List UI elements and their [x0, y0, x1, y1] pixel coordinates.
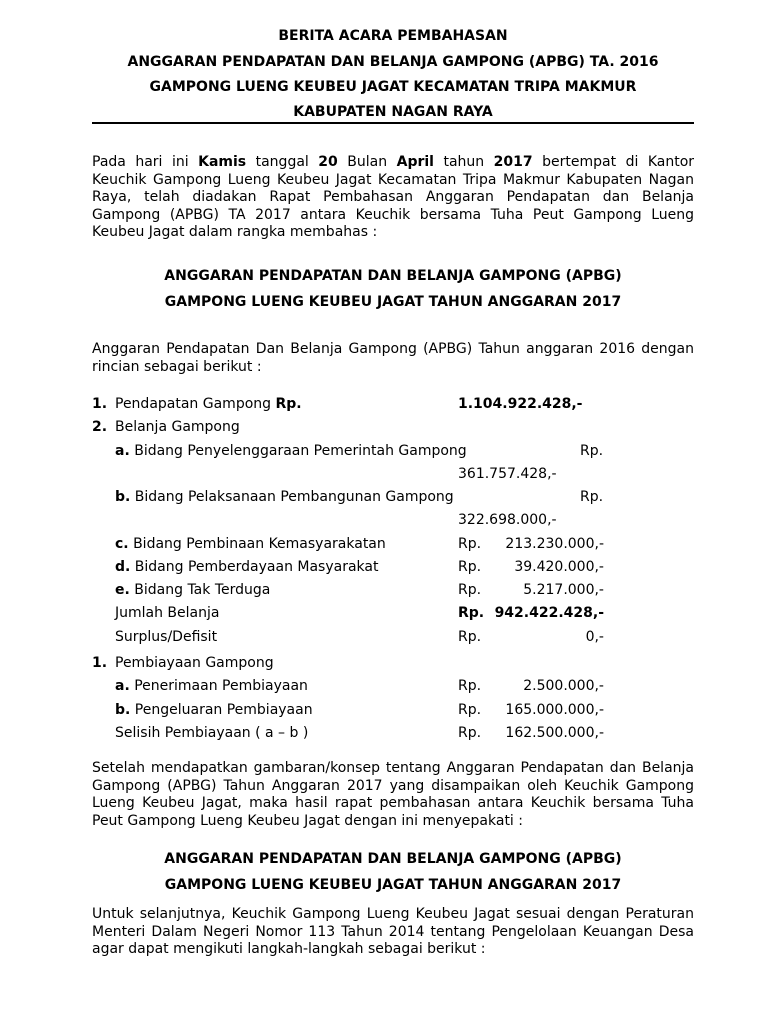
pembiayaan-label: Pembiayaan Gampong — [115, 655, 274, 671]
item-letter: c. — [115, 536, 129, 552]
item-amount: 213.230.000,- — [505, 536, 604, 552]
item-label: Bidang Tak Terduga — [134, 582, 271, 598]
currency-label: Rp. — [275, 396, 302, 412]
intro-day: Kamis — [198, 154, 247, 170]
intro-year: 2017 — [493, 154, 533, 170]
title-underline — [92, 122, 694, 124]
intro-paragraph — [92, 154, 694, 242]
intro-date: 20 — [318, 154, 338, 170]
jumlah-label: Jumlah Belanja — [115, 605, 220, 621]
budget-row-surplus — [92, 627, 694, 647]
surplus-label: Surplus/Defisit — [115, 629, 218, 645]
pendapatan-amount: 1.104.922.428,- — [458, 396, 583, 412]
intro-month: April — [396, 154, 434, 170]
setelah-paragraph — [92, 760, 694, 830]
intro-line5: Keubeu Jagat dalam rangka membahas : — [92, 224, 378, 240]
item-amount: 2.500.000,- — [523, 678, 604, 694]
rincian-line2: rincian sebagai berikut : — [92, 358, 262, 375]
section-heading-2-line1: ANGGARAN PENDAPATAN DAN BELANJA GAMPONG (APBG) — [164, 851, 622, 867]
item-letter: d. — [115, 559, 131, 575]
document-page — [92, 0, 694, 1024]
budget-row-penerimaan — [92, 676, 694, 696]
item-amount: 322.698.000,- — [458, 512, 557, 528]
budget-row-pembiayaan — [92, 653, 694, 673]
budget-row-item-b — [92, 487, 694, 507]
selisih-label: Selisih Pembiayaan ( a – b ) — [115, 725, 309, 741]
currency-label: Rp. — [458, 559, 482, 575]
surplus-amount: 0,- — [585, 629, 604, 645]
doc-title-line2: ANGGARAN PENDAPATAN DAN BELANJA GAMPONG (APBG) TA. 2016 — [127, 54, 659, 70]
belanja-label: Belanja Gampong — [115, 419, 240, 435]
item-letter: a. — [115, 443, 130, 459]
doc-title-line3: GAMPONG LUENG KEUBEU JAGAT KECAMATAN TRIPA MAKMUR — [149, 79, 637, 95]
section-heading-1-line2: GAMPONG LUENG KEUBEU JAGAT TAHUN ANGGARAN 2017 — [164, 294, 622, 310]
currency-label: Rp. — [458, 702, 482, 718]
currency-label: Rp. — [458, 582, 482, 598]
intro-line1: Pada hari ini Kamis tanggal 20 Bulan April tahun 2017 bertempat di Kantor — [92, 154, 695, 170]
budget-row-item-d — [92, 557, 694, 577]
budget-row-belanja — [92, 417, 694, 437]
budget-row-item-a — [92, 441, 694, 461]
pendapatan-label: Pendapatan Gampong — [115, 396, 272, 412]
budget-row-jumlah — [92, 603, 694, 623]
intro-line2: Keuchik Gampong Lueng Keubeu Jagat Kecamatan Tripa Makmur Kabupaten Nagan — [92, 171, 694, 188]
currency-label: Rp. — [458, 678, 482, 694]
intro-line4: Gampong (APBG) TA 2017 antara Keuchik bersama Tuha Peut Gampong Lueng — [92, 206, 694, 223]
item-label: Bidang Pemberdayaan Masyarakat — [134, 559, 379, 575]
item-letter: a. — [115, 678, 130, 694]
item-amount: 361.757.428,- — [458, 466, 557, 482]
doc-title-line1: BERITA ACARA PEMBAHASAN — [278, 28, 508, 44]
currency-label: Rp. — [580, 443, 604, 459]
rincian-line1: Anggaran Pendapatan Dan Belanja Gampong (APBG) Tahun anggaran 2016 dengan — [92, 341, 694, 357]
currency-label: Rp. — [580, 489, 604, 505]
item-label: Bidang Pelaksanaan Pembangunan Gampong — [134, 489, 454, 505]
budget-row-pengeluaran — [92, 700, 694, 720]
list-number: 1. — [92, 655, 108, 671]
setelah-line2: Gampong (APBG) Tahun Anggaran 2017 yang disampaikan oleh Keuchik Gampong — [92, 777, 694, 794]
currency-label: Rp. — [458, 629, 482, 645]
currency-label: Rp. — [458, 605, 485, 621]
item-label: Bidang Penyelenggaraan Pemerintah Gampong — [134, 443, 467, 459]
list-number: 2. — [92, 419, 108, 435]
item-amount: 165.000.000,- — [505, 702, 604, 718]
item-label: Penerimaan Pembiayaan — [134, 678, 308, 694]
setelah-line4: Peut Gampong Lueng Keubeu Jagat dengan ini menyepakati : — [92, 812, 523, 829]
item-amount: 39.420.000,- — [514, 559, 604, 575]
item-letter: b. — [115, 702, 131, 718]
currency-label: Rp. — [458, 725, 482, 741]
jumlah-amount: 942.422.428,- — [494, 605, 604, 621]
selanjutnya-line1: Untuk selanjutnya, Keuchik Gampong Lueng Keubeu Jagat sesuai dengan Peraturan — [92, 906, 694, 922]
budget-row-item-c — [92, 534, 694, 554]
list-number: 1. — [92, 396, 108, 412]
intro-line3: Raya, telah diadakan Rapat Pembahasan Anggaran Pendapatan dan Belanja — [92, 189, 694, 205]
budget-row-pendapatan — [92, 394, 694, 414]
selanjutnya-paragraph — [92, 906, 694, 959]
selisih-amount: 162.500.000,- — [505, 725, 604, 741]
item-label: Bidang Pembinaan Kemasyarakatan — [133, 536, 386, 552]
item-amount: 5.217.000,- — [523, 582, 604, 598]
item-label: Pengeluaran Pembiayaan — [134, 702, 313, 718]
item-letter: e. — [115, 582, 130, 598]
selanjutnya-line2: Menteri Dalam Negeri Nomor 113 Tahun 2014 tentang Pengelolaan Keuangan Desa — [92, 923, 694, 940]
setelah-line3: Lueng Keubeu Jagat, maka hasil rapat pembahasan antara Keuchik bersama Tuha — [92, 795, 694, 811]
section-heading-1-line1: ANGGARAN PENDAPATAN DAN BELANJA GAMPONG (APBG) — [164, 268, 622, 284]
doc-title-line4: KABUPATEN NAGAN RAYA — [293, 104, 493, 120]
budget-row-item-e — [92, 580, 694, 600]
section-heading-2-line2: GAMPONG LUENG KEUBEU JAGAT TAHUN ANGGARAN 2017 — [164, 877, 622, 893]
setelah-line1: Setelah mendapatkan gambaran/konsep tentang Anggaran Pendapatan dan Belanja — [92, 760, 694, 776]
selanjutnya-line3: agar dapat mengikuti langkah-langkah sebagai berikut : — [92, 941, 486, 957]
budget-row-selisih — [92, 723, 694, 743]
rincian-paragraph — [92, 341, 694, 376]
item-letter: b. — [115, 489, 131, 505]
budget-row-item-a-amount — [92, 464, 694, 484]
budget-row-item-b-amount — [92, 510, 694, 530]
currency-label: Rp. — [458, 536, 482, 552]
